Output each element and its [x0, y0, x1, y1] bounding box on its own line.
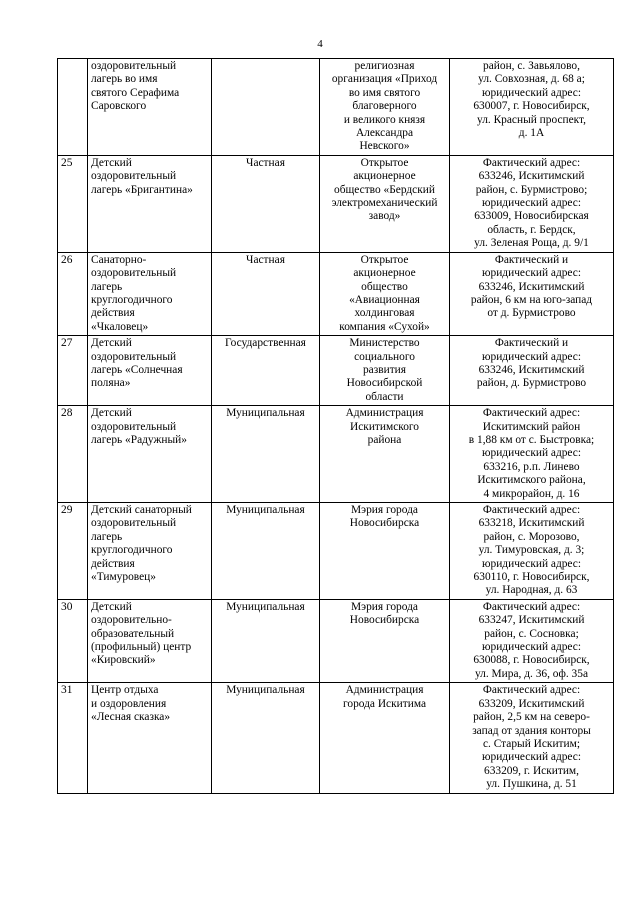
row-number-text: 25 — [61, 156, 73, 169]
cell-camp-name — [88, 59, 212, 156]
ownership-type-text: Муниципальная — [226, 407, 305, 420]
cell-camp-name — [88, 503, 212, 600]
founder-name-text: Мэрия города Новосибирска — [349, 504, 420, 530]
founder-name-text: Открытое акционерное общество «Авиационная холдинговая компания «Сухой» — [339, 253, 430, 333]
camp-address-text: Фактический и юридический адрес: 633246, Искитимский район, д. Бурмистрово — [476, 337, 587, 390]
founder-name-text: Министерство социального развития Новосибирской области — [346, 337, 423, 403]
cell-founder-name — [320, 683, 450, 793]
founder-name-text: Мэрия города Новосибирска — [349, 600, 420, 627]
camp-name-text: Детский оздоровительный лагерь «Радужный» — [91, 407, 187, 446]
camp-name-text: оздоровительный лагерь во имя святого Серафима Саровского — [91, 60, 180, 113]
cell-ownership-type — [212, 252, 320, 335]
camp-address-text: Фактический адрес: 633218, Искитимский район, с. Морозово, ул. Тимуровская, д. 3; юридический адрес: 630110, г. Новосибирск, ул. Народная, д. 63 — [473, 504, 590, 597]
table-row — [58, 336, 614, 406]
cell-row-number — [58, 252, 88, 335]
cell-row-number — [58, 599, 88, 682]
founder-name-text: религиозная организация «Приход во имя святого благоверного и великого князя Александра Невского» — [331, 60, 438, 153]
camp-name-text: Детский оздоровительно- образовательный (профильный) центр «Кировский» — [91, 600, 192, 667]
ownership-type-text: Муниципальная — [226, 600, 305, 613]
cell-row-number — [58, 406, 88, 503]
cell-ownership-type — [212, 406, 320, 503]
table-row — [58, 503, 614, 600]
cell-camp-name — [88, 683, 212, 793]
camp-address-text: Фактический адрес: Искитимский район в 1,88 км от с. Быстровка; юридический адрес: 633216, р.п. Линево Искитимского района, 4 микрорайон, д. 16 — [468, 407, 595, 500]
table-row — [58, 252, 614, 335]
table-row — [58, 155, 614, 252]
table-row — [58, 59, 614, 156]
cell-camp-address — [450, 406, 614, 503]
camp-address-text: Фактический адрес: 633247, Искитимский район, с. Сосновка; юридический адрес: 630088, г. Новосибирск, ул. Мира, д. 36, оф. 35а — [473, 600, 590, 680]
row-number-text: 29 — [61, 504, 73, 516]
cell-founder-name — [320, 503, 450, 600]
cell-camp-address — [450, 336, 614, 406]
cell-camp-address — [450, 155, 614, 252]
ownership-type-text: Муниципальная — [226, 684, 305, 697]
cell-founder-name — [320, 336, 450, 406]
row-number-text: 28 — [61, 407, 73, 420]
cell-camp-name — [88, 336, 212, 406]
cell-row-number — [58, 59, 88, 156]
ownership-type-text: Частная — [246, 156, 285, 169]
camps-table — [57, 58, 614, 794]
cell-camp-address — [450, 252, 614, 335]
cell-founder-name — [320, 599, 450, 682]
page-number: 4 — [317, 38, 323, 50]
cell-row-number — [58, 683, 88, 793]
camp-name-text: Санаторно- оздоровительный лагерь круглогодичного действия «Чкаловец» — [91, 253, 177, 333]
cell-camp-address — [450, 599, 614, 682]
founder-name-text: Открытое акционерное общество «Бердский электромеханический завод» — [331, 156, 438, 223]
camp-address-text: Фактический и юридический адрес: 633246, Искитимский район, 6 км на юго-запад от д. Бурмистрово — [470, 253, 593, 320]
camp-name-text: Детский санаторный оздоровительный лагерь круглогодичного действия «Тимуровец» — [91, 504, 192, 584]
cell-ownership-type — [212, 503, 320, 600]
row-number-text: 27 — [61, 337, 73, 350]
cell-camp-address — [450, 503, 614, 600]
row-number-text: 26 — [61, 253, 73, 266]
ownership-type-text: Частная — [246, 253, 285, 266]
cell-camp-address — [450, 683, 614, 793]
row-number-text: 30 — [61, 600, 73, 613]
cell-camp-name — [88, 406, 212, 503]
cell-ownership-type — [212, 336, 320, 406]
table-row — [58, 599, 614, 682]
camps-table-body — [58, 59, 614, 794]
cell-camp-address — [450, 59, 614, 156]
founder-name-text: Администрация города Искитима — [342, 684, 426, 710]
camp-address-text: район, с. Завьялово, ул. Совхозная, д. 68 а; юридический адрес: 630007, г. Новосибирск, ул. Красный проспект, д. 1А — [473, 60, 590, 140]
camp-name-text: Центр отдыха и оздоровления «Лесная сказка» — [91, 684, 171, 724]
founder-name-text: Администрация Искитимского района — [345, 407, 424, 446]
cell-camp-name — [88, 252, 212, 335]
cell-camp-name — [88, 599, 212, 682]
cell-founder-name — [320, 155, 450, 252]
cell-ownership-type — [212, 155, 320, 252]
cell-row-number — [58, 155, 88, 252]
cell-founder-name — [320, 59, 450, 156]
cell-camp-name — [88, 155, 212, 252]
ownership-type-text: Государственная — [225, 337, 306, 350]
cell-ownership-type — [212, 599, 320, 682]
camp-name-text: Детский оздоровительный лагерь «Бригантина» — [91, 156, 193, 196]
cell-row-number — [58, 503, 88, 600]
row-number-text: 31 — [61, 684, 73, 697]
ownership-type-text: Муниципальная — [226, 504, 305, 516]
cell-ownership-type — [212, 683, 320, 793]
camp-name-text: Детский оздоровительный лагерь «Солнечная поляна» — [91, 337, 183, 390]
cell-founder-name — [320, 406, 450, 503]
cell-founder-name — [320, 252, 450, 335]
cell-row-number — [58, 336, 88, 406]
table-row — [58, 683, 614, 793]
table-row — [58, 406, 614, 503]
cell-ownership-type — [212, 59, 320, 156]
camp-address-text: Фактический адрес: 633246, Искитимский район, с. Бурмистрово; юридический адрес: 633009, Новосибирская область, г. Бердск, ул. Зеленая Роща, д. 9/1 — [474, 156, 589, 250]
camp-address-text: Фактический адрес: 633209, Искитимский район, 2,5 км на северо- запад от здания конторы с. Старый Искитим; юридический адрес: 633209, г. Искитим, ул. Пушкина, д. 51 — [472, 684, 591, 791]
